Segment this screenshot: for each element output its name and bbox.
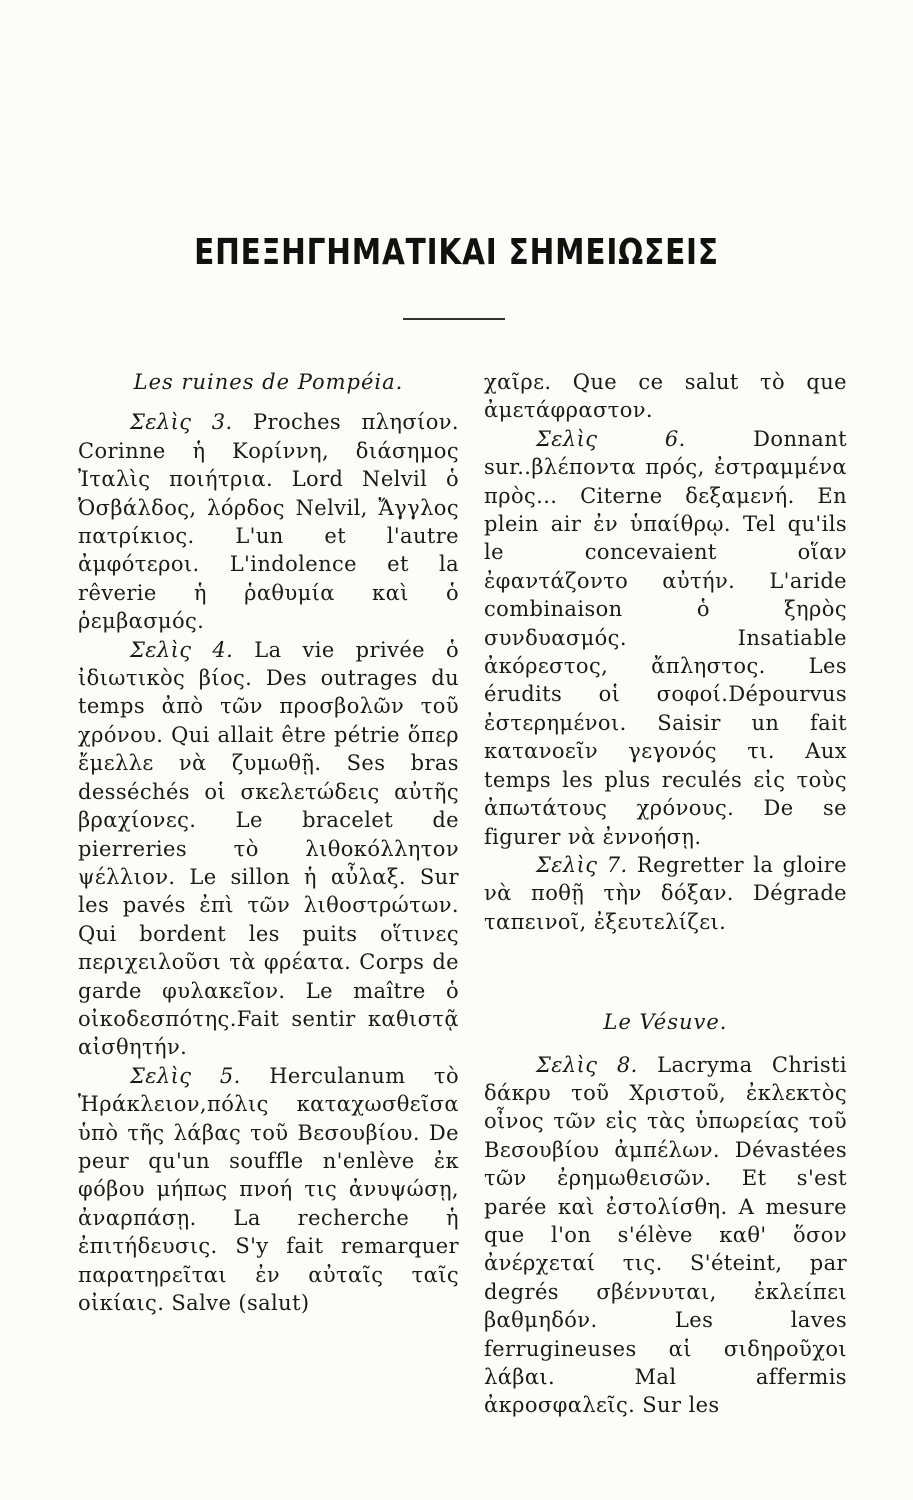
note-page-5 xyxy=(78,1062,459,1318)
note-page-7 xyxy=(484,851,847,936)
note-text: Donnant sur..βλέποντα πρός, ἐστραμμένα πρὸς... Citerne δεξαμενή. En plein air ἐν ὑπαίθρῳ. Tel qu'ils le concevaient οἵαν ἐφαντάζοντο αὐτήν. L'aride combinaison ὁ ξηρὸς συνδυασμός. Insatiable ἀκόρεστος, ἄπληστος. Les érudits οἱ σοφοί.Dépourvus ἐστερημένοι. Saisir un fait κατανοεῖν γεγονός τι. Aux temps les plus reculés εἰς τοὺς ἀπωτάτους χρόνους. De se figurer νὰ ἐννοήσῃ. xyxy=(484,426,847,849)
note-text: Regretter la gloire νὰ ποθῇ τὴν δόξαν. Dégrade ταπεινοῖ, ἐξευτελίζει. xyxy=(484,852,847,934)
note-page-8 xyxy=(484,1051,847,1420)
page-reference: Σελὶς 4. xyxy=(130,637,234,662)
page-reference: Σελὶς 6. xyxy=(536,426,686,451)
section-heading-vesuve: Le Vésuve. xyxy=(603,1010,728,1035)
note-page-4 xyxy=(78,636,459,1062)
note-page-6 xyxy=(484,425,847,851)
page-reference: Σελὶς 5. xyxy=(130,1063,241,1088)
note-text: Proches πλησίον. Corinne ἡ Κορίννη, διάσημος Ἰταλὶς ποιήτρια. Lord Nelvil ὁ Ὀσβάλδος, λόρδος Nelvil, Ἄγγλος πατρίκιος. L'un et l'autre ἀμφότεροι. L'indolence et la rêverie ἡ ῥαθυμία καὶ ὁ ῥεμβασμός. xyxy=(78,410,459,634)
section-heading-pompeia: Les ruines de Pompéia. xyxy=(133,370,404,394)
note-text: Herculanum τὸ Ἡράκλειον,πόλις καταχωσθεῖσα ὑπὸ τῆς λάβας τοῦ Βεσουβίου. De peur qu'un souffle n'enlève ἐκ φόβου μήπως πνοή τις ἀνυψώσῃ, ἀναρπάσῃ. La recherche ἡ ἐπιτήδευσις. S'y fait remarquer παρατηρεῖται ἐν αὐταῖς ταῖς οἰκίαις. Salve (salut) xyxy=(78,1063,459,1315)
title-rule xyxy=(403,318,505,320)
continuation-text: χαῖρε. Que ce salut τὸ que ἀμετάφραστον. xyxy=(484,370,847,423)
page-reference: Σελὶς 3. xyxy=(130,410,233,435)
note-text: La vie privée ὁ ἰδιωτικὸς βίος. Des outrages du temps ἀπὸ τῶν προσβολῶν τοῦ χρόνου. Qui allait être pétrie ὅπερ ἔμελλε νὰ ζυμωθῇ. Ses bras desséchés οἱ σκελετώδεις αὐτῆς βραχίονες. Le bracelet de pierreries τὸ λιθοκόλλητον ψέλλιον. Le sillon ἡ αὖλαξ. Sur les pavés ἐπὶ τῶν λιθοστρώτων. Qui bordent les puits οἵτινες περιχειλοῦσι τὰ φρέατα. Corps de garde φυλακεῖον. Le maître ὁ οἰκοδεσπότης.Fait sentir καθιστᾷ αἰσθητήν. xyxy=(78,637,460,1060)
page-title: ΕΠΕΞΗΓΗΜΑΤΙΚΑΙ ΣΗΜΕΙΩΣΕΙΣ xyxy=(194,232,719,273)
right-column xyxy=(484,368,847,1420)
left-column xyxy=(78,368,459,1317)
page-reference: Σελὶς 8. xyxy=(536,1052,638,1077)
page-reference: Σελὶς 7. xyxy=(536,852,628,877)
note-text: Lacryma Christi δάκρυ τοῦ Χριστοῦ, ἐκλεκτὸς οἶνος τῶν εἰς τὰς ὑπωρείας τοῦ Βεσουβίου ἀμπέλων. Dévastées τῶν ἐρημωθεισῶν. Et s'est parée καὶ ἐστολίσθη. A mesure que l'on s'élève καθ' ὅσον ἀνέρχεταί τις. S'éteint, par degrés σβέννυται, ἐκλείπει βαθμηδόν. Les laves ferrugineuses αἱ σιδηροῦχοι λάβαι. Mal affermis ἀκροσφαλεῖς. Sur les xyxy=(484,1052,847,1418)
note-page-3 xyxy=(78,408,459,635)
